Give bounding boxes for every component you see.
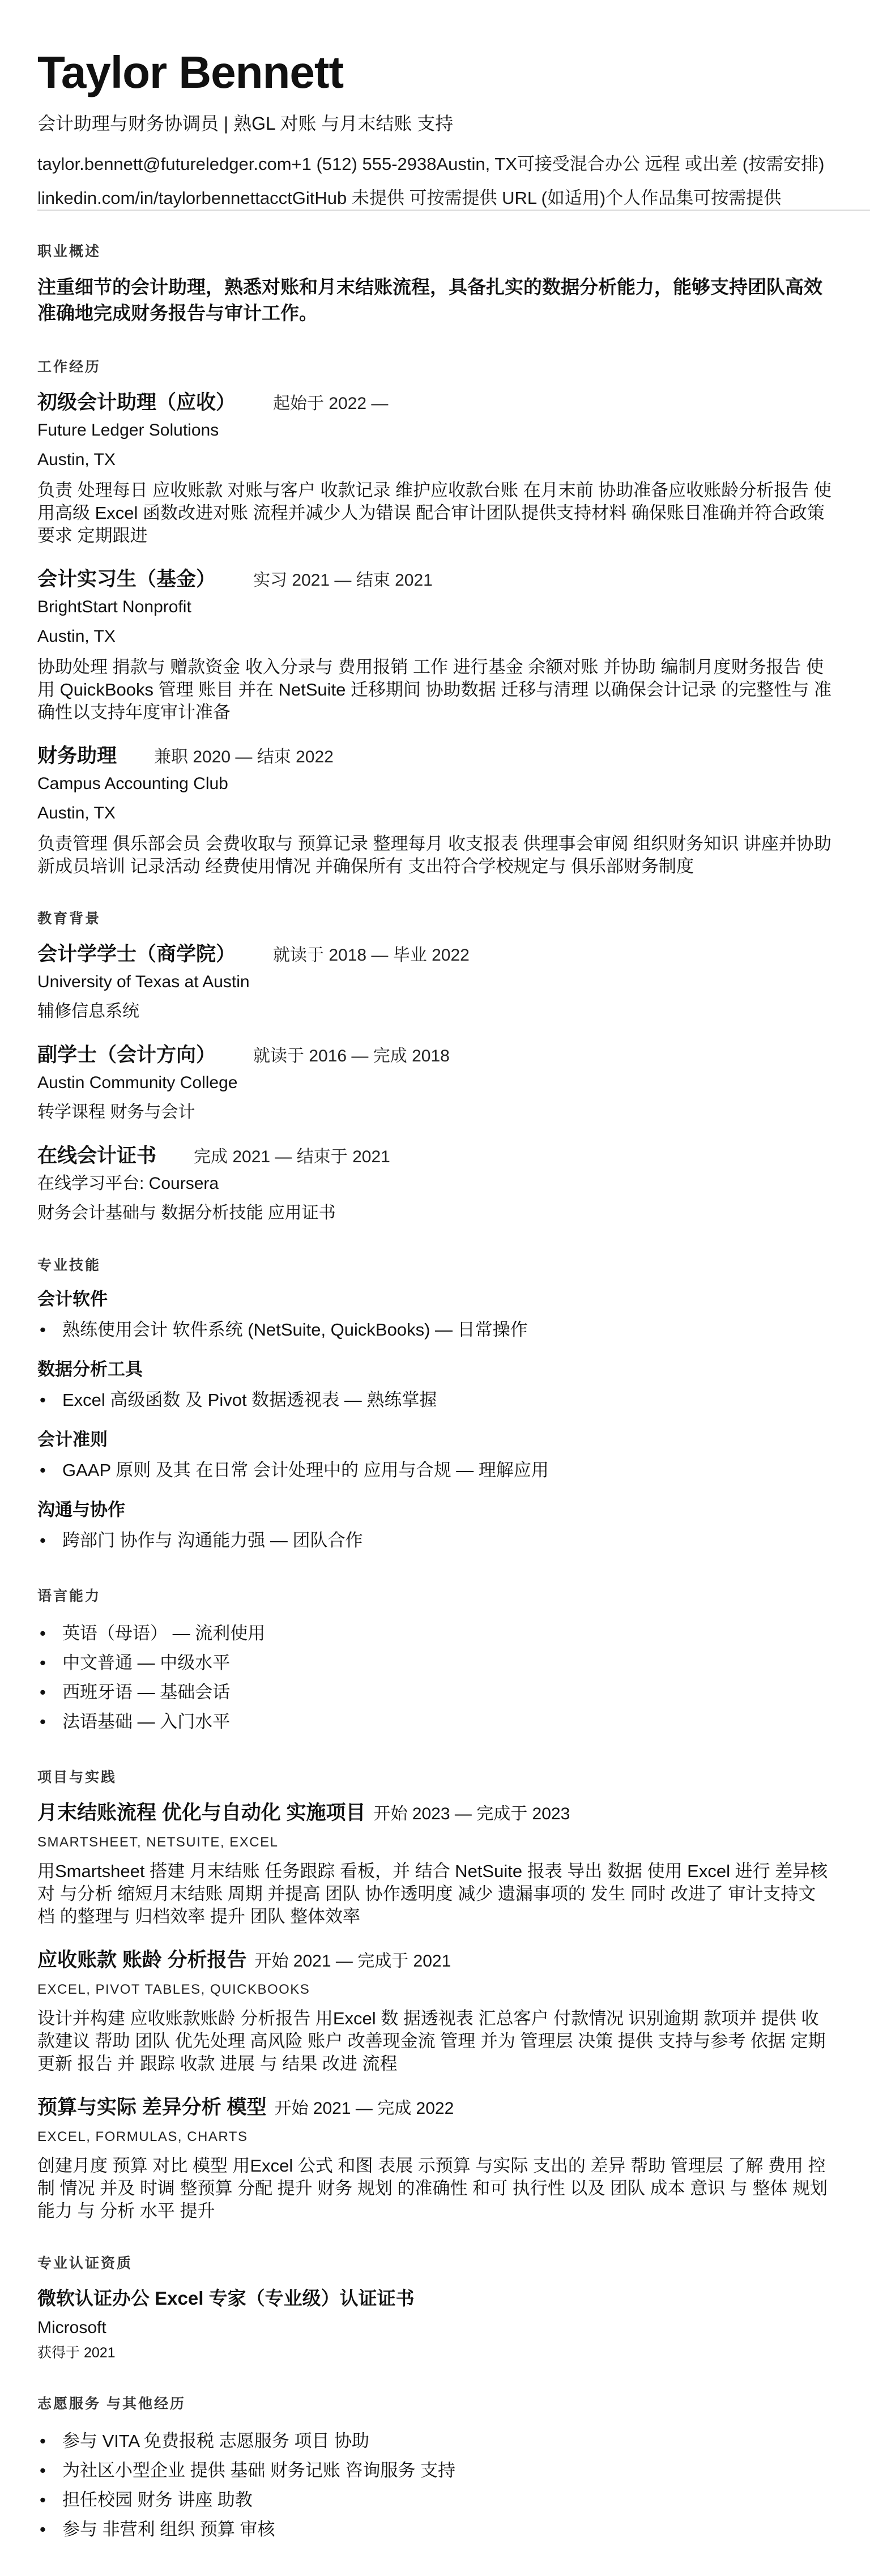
certifications-section bbox=[37, 2253, 833, 2363]
email-link[interactable]: taylor.bennett@futureledger.com bbox=[37, 154, 292, 174]
project-title: 应收账款 账龄 分析报告 bbox=[37, 1949, 247, 1971]
project-dates: 开始 2023 — 完成于 2023 bbox=[373, 1805, 570, 1823]
job-title: 初级会计助理（应收） bbox=[37, 391, 236, 413]
job-title: 会计实习生（基金） bbox=[37, 568, 216, 590]
education-section bbox=[37, 909, 833, 1225]
skill-category: 沟通与协作 bbox=[37, 1500, 125, 1520]
language-list bbox=[37, 1619, 833, 1737]
project-tech-stack: EXCEL, FORMULAS, CHARTS bbox=[37, 2129, 248, 2144]
candidate-tagline: 会计助理与财务协调员 | 熟GL 对账 与月末结账 支持 bbox=[37, 113, 454, 134]
degree-title: 在线会计证书 bbox=[37, 1145, 157, 1167]
employer-name: Campus Accounting Club bbox=[37, 774, 228, 793]
skill-list bbox=[37, 1385, 833, 1415]
projects-heading: 项目与实践 bbox=[37, 1769, 117, 1785]
candidate-name: Taylor Bennett bbox=[37, 47, 344, 97]
skill-list bbox=[37, 1315, 833, 1345]
volunteer-item: • 参与 非营利 组织 预算 审核 bbox=[62, 2515, 833, 2544]
education-note: 转学课程 财务与会计 bbox=[37, 1103, 195, 1121]
resume-header bbox=[37, 0, 833, 211]
project-description: 用Smartsheet 搭建 月末结账 任务跟踪 看板，并 结合 NetSuite 报表 导出 数据 使用 Excel 进行 差异核对 与分析 缩短月末结账 周期 并提高 团队 协作透明度 减少 遗漏事项的 发生 同时 改进了 审计支持文档 的整理与 归档效率 提升 团队 整体效率 bbox=[37, 1861, 828, 1926]
degree-title: 会计学学士（商学院） bbox=[37, 943, 236, 965]
contact-line-primary bbox=[37, 153, 833, 176]
header-divider bbox=[37, 210, 870, 211]
job-dates: 起始于 2022 — bbox=[273, 394, 389, 413]
entry-header bbox=[37, 566, 833, 592]
project-header bbox=[37, 1947, 833, 1973]
github-text: GitHub 未提供 可按需提供 URL (如适用)个人作品集可按需提供 bbox=[292, 188, 782, 208]
languages-section bbox=[37, 1586, 833, 1737]
certification-date: 获得于 2021 bbox=[37, 2345, 116, 2361]
phone-number: +1 (512) 555-2938 bbox=[291, 154, 437, 174]
volunteer-heading: 志愿服务 与其他经历 bbox=[37, 2396, 186, 2412]
language-item: • 英语（母语） — 流利使用 bbox=[62, 1619, 833, 1648]
language-item: • 法语基础 — 入门水平 bbox=[62, 1707, 833, 1737]
job-location: Austin, TX bbox=[37, 627, 116, 646]
certification-issuer: Microsoft bbox=[37, 2318, 106, 2337]
study-dates: 就读于 2016 — 完成 2018 bbox=[253, 1047, 450, 1065]
degree-title: 副学士（会计方向） bbox=[37, 1044, 216, 1066]
job-description: 负责 处理每日 应收账款 对账与客户 收款记录 维护应收款台账 在月末前 协助准备应收账龄分析报告 使用高级 Excel 函数改进对账 流程并减少人为错误 配合审计团队提供支持材料 确保账目准确并符合政策要求 定期跟进 bbox=[37, 480, 831, 545]
project-title: 预算与实际 差异分析 模型 bbox=[37, 2096, 267, 2118]
project-entry bbox=[37, 1800, 833, 1928]
languages-heading: 语言能力 bbox=[37, 1588, 101, 1604]
project-entry bbox=[37, 1947, 833, 2075]
job-dates: 实习 2021 — 结束 2021 bbox=[253, 571, 433, 590]
study-dates: 完成 2021 — 结束于 2021 bbox=[194, 1148, 390, 1166]
employer-name: BrightStart Nonprofit bbox=[37, 598, 191, 616]
skill-category: 数据分析工具 bbox=[37, 1359, 143, 1379]
location-text: Austin, TX bbox=[436, 154, 517, 174]
project-description: 设计并构建 应收账款账龄 分析报告 用Excel 数 据透视表 汇总客户 付款情况 识别逾期 款项并 提供 收款建议 帮助 团队 优先处理 高风险 账户 改善现金流 管理 并为 管理层 决策 提供 支持与参考 依据 定期 更新 报告 并 跟踪 收款 进展 与 结果 改进 流程 bbox=[37, 2008, 826, 2074]
entry-header bbox=[37, 743, 833, 769]
education-entry bbox=[37, 1042, 833, 1124]
volunteer-list bbox=[37, 2426, 833, 2544]
education-note: 辅修信息系统 bbox=[37, 1002, 139, 1021]
volunteer-item: • 参与 VITA 免费报税 志愿服务 项目 协助 bbox=[62, 2426, 833, 2456]
contact-line-secondary bbox=[37, 187, 833, 210]
skills-heading: 专业技能 bbox=[37, 1257, 101, 1273]
job-dates: 兼职 2020 — 结束 2022 bbox=[154, 748, 334, 766]
experience-entry bbox=[37, 743, 833, 878]
certifications-heading: 专业认证资质 bbox=[37, 2255, 133, 2271]
project-header bbox=[37, 1800, 833, 1826]
job-location: Austin, TX bbox=[37, 450, 116, 469]
skill-item: • 跨部门 协作与 沟通能力强 — 团队合作 bbox=[62, 1526, 833, 1555]
project-description: 创建月度 预算 对比 模型 用Excel 公式 和图 表展 示预算 与实际 支出的 差异 帮助 管理层 了解 费用 控制 情况 并及 时调 整预算 分配 提升 财务 规划 的准确性 和可 执行性 以及 团队 成本 意识 与 整体 规划 能力 与 分析 水平 提升 bbox=[37, 2156, 828, 2221]
language-item: • 中文普通 — 中级水平 bbox=[62, 1648, 833, 1678]
summary-heading: 职业概述 bbox=[37, 244, 101, 259]
experience-section bbox=[37, 357, 833, 878]
summary-text: 注重细节的会计助理，熟悉对账和月末结账流程，具备扎实的数据分析能力，能够支持团队高效准确地完成财务报告与审计工作。 bbox=[37, 276, 822, 323]
skills-section bbox=[37, 1255, 833, 1555]
volunteer-item: • 为社区小型企业 提供 基础 财务记账 咨询服务 支持 bbox=[62, 2456, 833, 2485]
skill-item: • GAAP 原则 及其 在日常 会计处理中的 应用与合规 — 理解应用 bbox=[62, 1456, 833, 1485]
education-entry bbox=[37, 1143, 833, 1225]
job-description: 协助处理 捐款与 赠款资金 收入分录与 费用报销 工作 进行基金 余额对账 并协助 编制月度财务报告 使用 QuickBooks 管理 账目 并在 NetSuite 迁移期间 协助数据 迁移与清理 以确保会计记录 的完整性与 准确性以支持年度审计准备 bbox=[37, 657, 832, 722]
language-item: • 西班牙语 — 基础会话 bbox=[62, 1678, 833, 1707]
project-entry bbox=[37, 2095, 833, 2223]
volunteer-item: • 担任校园 财务 讲座 助教 bbox=[62, 2485, 833, 2515]
project-dates: 开始 2021 — 完成 2022 bbox=[274, 2099, 454, 2118]
school-name: 在线学习平台: Coursera bbox=[37, 1174, 219, 1193]
entry-header bbox=[37, 1042, 833, 1068]
skill-list bbox=[37, 1456, 833, 1485]
education-entry bbox=[37, 941, 833, 1023]
linkedin-link[interactable]: linkedin.com/in/taylorbennettacct bbox=[37, 188, 292, 208]
entry-header bbox=[37, 390, 833, 416]
project-tech-stack: EXCEL, PIVOT TABLES, QUICKBOOKS bbox=[37, 1982, 310, 1997]
volunteer-section bbox=[37, 2394, 833, 2544]
education-heading: 教育背景 bbox=[37, 911, 101, 927]
entry-header bbox=[37, 1143, 833, 1169]
experience-heading: 工作经历 bbox=[37, 359, 101, 375]
availability-text: 可接受混合办公 远程 或出差 (按需安排) bbox=[517, 154, 825, 174]
school-name: University of Texas at Austin bbox=[37, 973, 250, 991]
experience-entry bbox=[37, 390, 833, 547]
skill-item: • 熟练使用会计 软件系统 (NetSuite, QuickBooks) — 日常操作 bbox=[62, 1315, 833, 1345]
job-location: Austin, TX bbox=[37, 804, 116, 822]
experience-entry bbox=[37, 566, 833, 724]
certification-entry bbox=[37, 2286, 833, 2363]
entry-header bbox=[37, 941, 833, 967]
skill-item: • Excel 高级函数 及 Pivot 数据透视表 — 熟练掌握 bbox=[62, 1385, 833, 1415]
certification-title: 微软认证办公 Excel 专家（专业级）认证证书 bbox=[37, 2288, 415, 2309]
project-dates: 开始 2021 — 完成于 2021 bbox=[254, 1952, 451, 1971]
skill-category: 会计准则 bbox=[37, 1430, 108, 1449]
project-header bbox=[37, 2095, 833, 2121]
project-title: 月末结账流程 优化与自动化 实施项目 bbox=[37, 1802, 366, 1824]
projects-section bbox=[37, 1767, 833, 2223]
job-title: 财务助理 bbox=[37, 745, 117, 767]
skill-category: 会计软件 bbox=[37, 1289, 108, 1309]
study-dates: 就读于 2018 — 毕业 2022 bbox=[273, 946, 470, 965]
project-tech-stack: SMARTSHEET, NETSUITE, EXCEL bbox=[37, 1835, 279, 1850]
skill-list bbox=[37, 1526, 833, 1555]
job-description: 负责管理 俱乐部会员 会费收取与 预算记录 整理每月 收支报表 供理事会审阅 组织财务知识 讲座并协助 新成员培训 记录活动 经费使用情况 并确保所有 支出符合学校规定与 俱乐部财务制度 bbox=[37, 834, 831, 876]
education-note: 财务会计基础与 数据分析技能 应用证书 bbox=[37, 1204, 336, 1222]
school-name: Austin Community College bbox=[37, 1073, 238, 1092]
employer-name: Future Ledger Solutions bbox=[37, 421, 219, 440]
summary-section bbox=[37, 241, 833, 326]
